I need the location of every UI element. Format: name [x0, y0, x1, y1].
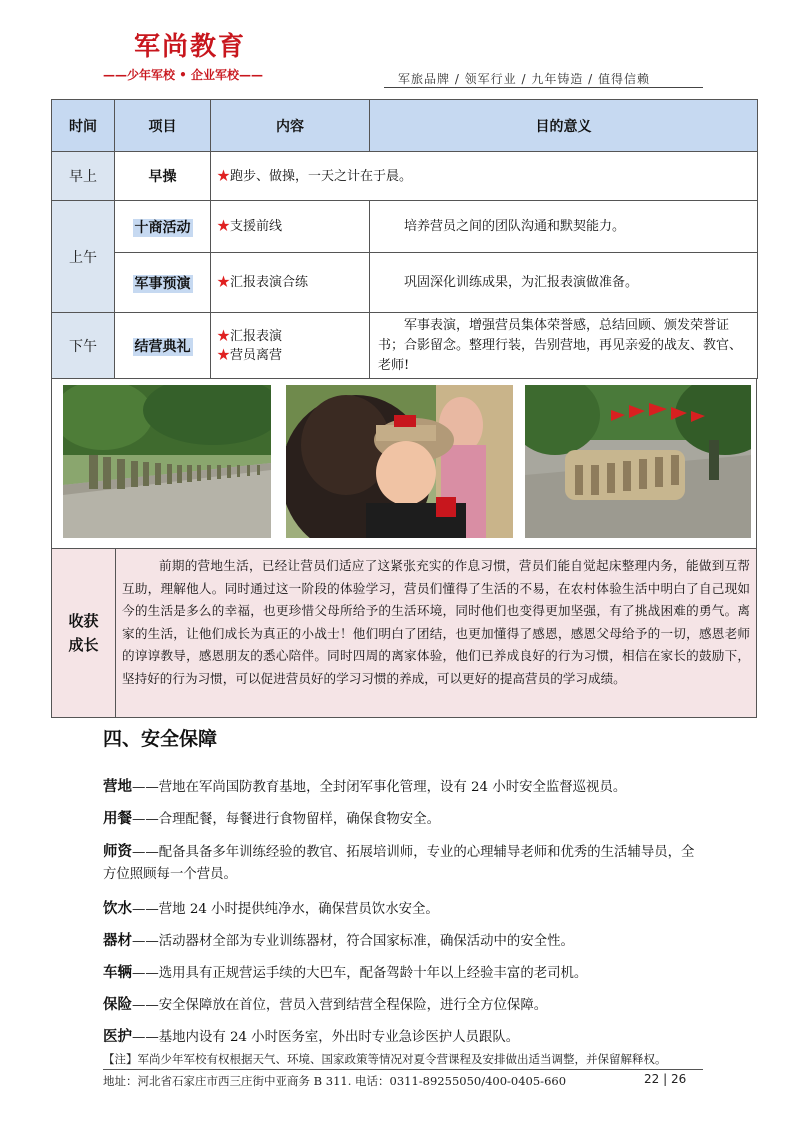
safety-item-insurance: 保险——安全保障放在首位，营员入营到结营全程保险，进行全方位保障。 [103, 997, 548, 1013]
item-cell: 早操 [115, 152, 211, 201]
table-row [52, 253, 758, 313]
purpose-cell: 军事表演，增强营员集体荣誉感，总结回顾、颁发荣誉证书；合影留念。整理行装，告别营地，再见亲爱的战友、教官、老师! [370, 313, 758, 379]
footer-address: 地址：河北省石家庄市西三庄街中亚商务 B 311. 电话：0311-89255050/400-0405-660 [103, 1074, 567, 1088]
harvest-label: 收获成长 [52, 549, 116, 717]
col-header-time: 时间 [52, 100, 115, 152]
safety-item-equipment: 器材——活动器材全部为专业训练器材，符合国家标准，确保活动中的安全性。 [103, 933, 574, 949]
safety-item-medical: 医护——基地内设有 24 小时医务室，外出时专业急诊医护人员跟队。 [103, 1029, 520, 1045]
table-row [52, 201, 758, 253]
col-header-purpose: 目的意义 [370, 100, 758, 152]
footer-divider [103, 1069, 703, 1070]
schedule-header-row [52, 100, 758, 152]
header-slogan: 军旅品牌 / 领军行业 / 九年铸造 / 值得信赖 [398, 72, 651, 86]
star-icon: ★ [217, 275, 231, 290]
harvest-panel [51, 548, 757, 718]
table-row [52, 152, 758, 201]
harvest-text: 前期的营地生活，已经让营员们适应了这紧张充实的作息习惯，营员们能自觉起床整理内务，能做到互帮互助，理解他人。同时通过这一阶段的体验学习，营员们懂得了生活的不易，在农村体验生活中明白了自己现如今的生活是多么的幸福，也更珍惜父母所给予的生活环境，同时他们也变得更加坚强，有了挑战困难的勇气。离家的生活，让他们成长为真正的小战士！他们明白了团结，也更加懂得了感恩，感恩父母给予的一切，感恩老师的谆谆教导，感恩朋友的悉心陪伴。同时四周的离家体验，他们已养成良好的行为习惯，相信在家长的鼓励下，坚持好的行为习惯，可以促进营员好的学习习惯的养成，可以更好的提高营员的学习成绩。 [122, 558, 750, 686]
safety-item-water: 饮水——营地 24 小时提供纯净水，确保营员饮水安全。 [103, 901, 439, 917]
photo-marching-road [63, 385, 271, 538]
page-number: 22 | 26 [644, 1072, 687, 1086]
safety-item-staff: 师资——配备具备多年训练经验的教官、拓展培训师，专业的心理辅导老师和优秀的生活辅导员，全方位照顾每一个营员。 [103, 844, 695, 882]
header-divider [384, 87, 703, 88]
item-cell: 军事预演 [115, 253, 211, 313]
safety-item-meals: 用餐——合理配餐，每餐进行食物留样，确保食物安全。 [103, 811, 440, 827]
logo-subtitle: ——少年军校 • 企业军校—— [103, 68, 264, 82]
section-title: 四、安全保障 [103, 728, 218, 750]
time-cell: 上午 [52, 201, 115, 313]
time-cell: 下午 [52, 313, 115, 379]
star-icon: ★ [217, 168, 231, 184]
logo-title: 军尚教育 [134, 32, 247, 62]
star-icon: ★ [217, 347, 231, 363]
content-cell: ★汇报表演合练 [211, 253, 370, 313]
content-cell: ★支援前线 [211, 201, 370, 253]
star-icon: ★ [217, 328, 231, 344]
col-header-content: 内容 [211, 100, 370, 152]
schedule-table [51, 99, 758, 379]
photo-row [51, 378, 757, 548]
col-header-item: 项目 [115, 100, 211, 152]
purpose-cell: 培养营员之间的团队沟通和默契能力。 [370, 201, 758, 253]
footer-note: 【注】军尚少年军校有权根据天气、环境、国家政策等情况对夏令营课程及安排做出适当调整，并保留解释权。 [103, 1052, 667, 1066]
photo-farewell-hug [286, 385, 513, 538]
table-row [52, 313, 758, 379]
time-cell: 早上 [52, 152, 115, 201]
safety-item-camp: 营地——营地在军尚国防教育基地，全封闭军事化管理，设有 24 小时安全监督巡视员。 [103, 779, 627, 795]
content-cell: ★汇报表演 ★营员离营 [211, 313, 370, 379]
item-cell: 结营典礼 [115, 313, 211, 379]
safety-item-vehicles: 车辆——选用具有正规营运手续的大巴车，配备驾龄十年以上经验丰富的老司机。 [103, 965, 588, 981]
content-cell: ★跑步、做操，一天之计在于晨。 [211, 152, 758, 201]
item-cell: 十商活动 [115, 201, 211, 253]
star-icon: ★ [217, 219, 231, 234]
purpose-cell: 巩固深化训练成果，为汇报表演做准备。 [370, 253, 758, 313]
photo-flag-parade [525, 385, 751, 538]
